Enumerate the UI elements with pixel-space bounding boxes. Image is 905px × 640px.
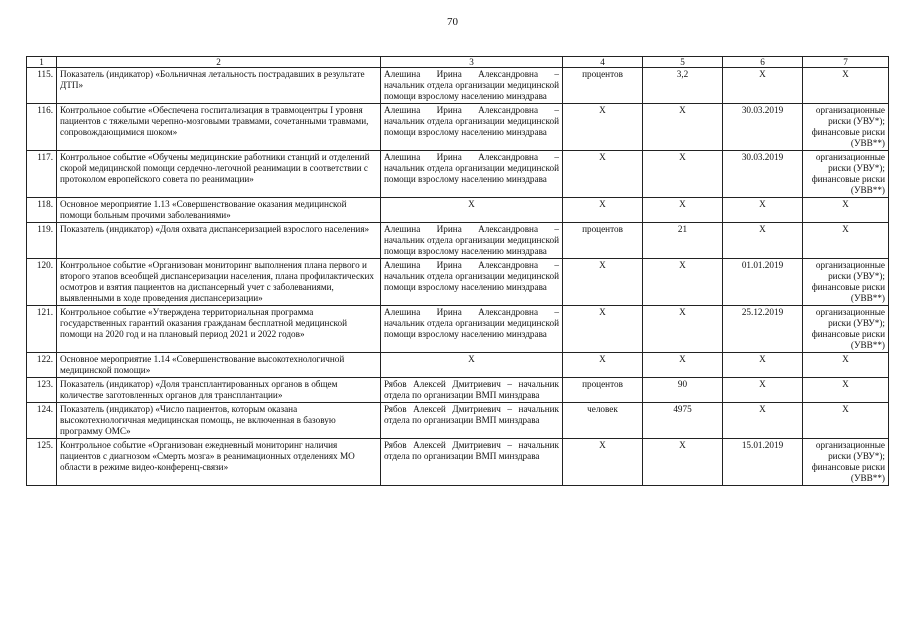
risk-text: риски (УВУ*); [828, 163, 885, 173]
risk-text: финансовые риски [811, 174, 885, 184]
risk-cell [803, 259, 889, 306]
risk-text: организационные [815, 260, 885, 270]
deadline-date: 01.01.2019 [723, 259, 803, 306]
item-description: Контрольное событие «Организован ежедневный мониторинг наличия пациентов с диагнозом «Смерть мозга» в реанимационных отделениях МО области в режиме видео-конференц-связи» [57, 439, 381, 486]
responsible-person: Алешина Ирина Александровна – начальник отдела организации медицинской помощи взрослому населению минздрава [381, 223, 563, 259]
risk-text: финансовые риски [811, 282, 885, 292]
header-cell: 1 [27, 57, 57, 68]
row-number: 118. [27, 198, 57, 223]
item-description: Контрольное событие «Обучены медицинские работники станций и отделений скорой медицинской помощи сердечно-легочной реанимации в соответствии с протоколом европейского совета по реанимации» [57, 151, 381, 198]
risk-text: организационные [815, 152, 885, 162]
risk-text: (УВВ**) [850, 293, 885, 303]
unit-of-measure: процентов [563, 223, 643, 259]
item-description: Показатель (индикатор) «Доля трансплантированных органов в общем количестве заготовленных органов для трансплантации» [57, 378, 381, 403]
target-value: X [643, 259, 723, 306]
item-description: Показатель (индикатор) «Число пациентов, которым оказана высокотехнологичная медицинская помощь, не включенная в базовую программу ОМС» [57, 403, 381, 439]
risk-cell [803, 151, 889, 198]
target-value: X [643, 353, 723, 378]
risk-text: X [842, 224, 849, 234]
responsible-person: Алешина Ирина Александровна – начальник отдела организации медицинской помощи взрослому населению минздрава [381, 68, 563, 104]
unit-of-measure: человек [563, 403, 643, 439]
responsible-person: Алешина Ирина Александровна – начальник отдела организации медицинской помощи взрослому населению минздрава [381, 151, 563, 198]
risk-cell [803, 353, 889, 378]
unit-of-measure: X [563, 439, 643, 486]
responsible-person: Алешина Ирина Александровна – начальник отдела организации медицинской помощи взрослому населению минздрава [381, 104, 563, 151]
risk-text: риски (УВУ*); [828, 318, 885, 328]
item-description: Основное мероприятие 1.13 «Совершенствование оказания медицинской помощи больным прочими заболеваниями» [57, 198, 381, 223]
unit-of-measure: процентов [563, 378, 643, 403]
header-cell: 5 [643, 57, 723, 68]
page-number: 70 [447, 16, 458, 28]
responsible-person: Рябов Алексей Дмитриевич – начальник отдела по организации ВМП минздрава [381, 403, 563, 439]
target-value: X [643, 151, 723, 198]
item-description: Контрольное событие «Обеспечена госпитализация в травмоцентры I уровня пациентов с тяжелыми черепно-мозговыми травмами, сочетанными травмами, сопровождающимися шоком» [57, 104, 381, 151]
risk-text: финансовые риски [811, 127, 885, 137]
risk-text: организационные [815, 105, 885, 115]
risk-cell [803, 223, 889, 259]
deadline-date: X [723, 198, 803, 223]
row-number: 125. [27, 439, 57, 486]
table-row [27, 259, 889, 306]
risk-text: организационные [815, 440, 885, 450]
table-row [27, 68, 889, 104]
unit-of-measure: X [563, 353, 643, 378]
risk-text: (УВВ**) [850, 473, 885, 483]
item-description: Контрольное событие «Организован мониторинг выполнения плана первого и второго этапов всеобщей диспансеризации населения, плана профилактических осмотров и взятия пациентов на диспансерный учет с заболеваниями, выявленными в ходе проведения диспансеризации» [57, 259, 381, 306]
risk-text: (УВВ**) [850, 340, 885, 350]
risk-cell [803, 306, 889, 353]
row-number: 117. [27, 151, 57, 198]
deadline-date: 25.12.2019 [723, 306, 803, 353]
risk-cell [803, 68, 889, 104]
risk-text: X [842, 199, 849, 209]
header-cell: 7 [803, 57, 889, 68]
risk-text: финансовые риски [811, 329, 885, 339]
table-row [27, 353, 889, 378]
responsible-person: X [381, 353, 563, 378]
row-number: 120. [27, 259, 57, 306]
row-number: 122. [27, 353, 57, 378]
row-number: 115. [27, 68, 57, 104]
header-cell: 3 [381, 57, 563, 68]
row-number: 123. [27, 378, 57, 403]
risk-cell [803, 378, 889, 403]
table-row [27, 378, 889, 403]
table-row [27, 403, 889, 439]
risk-text: X [842, 354, 849, 364]
risk-text: (УВВ**) [850, 138, 885, 148]
deadline-date: 30.03.2019 [723, 104, 803, 151]
header-row [27, 57, 889, 68]
deadline-date: X [723, 223, 803, 259]
table-row [27, 104, 889, 151]
risk-text: риски (УВУ*); [828, 116, 885, 126]
responsible-person: X [381, 198, 563, 223]
unit-of-measure: процентов [563, 68, 643, 104]
risk-text: риски (УВУ*); [828, 451, 885, 461]
risk-text: X [842, 404, 849, 414]
risk-text: организационные [815, 307, 885, 317]
table-row [27, 198, 889, 223]
risk-text: риски (УВУ*); [828, 271, 885, 281]
risk-cell [803, 198, 889, 223]
table-row [27, 306, 889, 353]
deadline-date: X [723, 353, 803, 378]
table-row [27, 223, 889, 259]
risk-cell [803, 104, 889, 151]
deadline-date: X [723, 378, 803, 403]
unit-of-measure: X [563, 198, 643, 223]
unit-of-measure: X [563, 259, 643, 306]
plan-table [26, 56, 889, 486]
deadline-date: 30.03.2019 [723, 151, 803, 198]
row-number: 121. [27, 306, 57, 353]
target-value: X [643, 439, 723, 486]
risk-text: (УВВ**) [850, 185, 885, 195]
deadline-date: X [723, 403, 803, 439]
responsible-person: Алешина Ирина Александровна – начальник отдела организации медицинской помощи взрослому населению минздрава [381, 306, 563, 353]
table-row [27, 439, 889, 486]
target-value: X [643, 198, 723, 223]
unit-of-measure: X [563, 104, 643, 151]
header-cell: 6 [723, 57, 803, 68]
target-value: 3,2 [643, 68, 723, 104]
responsible-person: Рябов Алексей Дмитриевич – начальник отдела по организации ВМП минздрава [381, 378, 563, 403]
target-value: X [643, 104, 723, 151]
responsible-person: Рябов Алексей Дмитриевич – начальник отдела по организации ВМП минздрава [381, 439, 563, 486]
target-value: 21 [643, 223, 723, 259]
target-value: 4975 [643, 403, 723, 439]
item-description: Контрольное событие «Утверждена территориальная программа государственных гарантий оказания гражданам бесплатной медицинской помощи на 2020 год и на плановый период 2021 и 2022 годов» [57, 306, 381, 353]
risk-cell [803, 439, 889, 486]
unit-of-measure: X [563, 306, 643, 353]
risk-cell [803, 403, 889, 439]
risk-text: X [842, 379, 849, 389]
row-number: 124. [27, 403, 57, 439]
deadline-date: X [723, 68, 803, 104]
header-cell: 2 [57, 57, 381, 68]
item-description: Показатель (индикатор) «Доля охвата диспансеризацией взрослого населения» [57, 223, 381, 259]
header-cell: 4 [563, 57, 643, 68]
target-value: X [643, 306, 723, 353]
unit-of-measure: X [563, 151, 643, 198]
risk-text: финансовые риски [811, 462, 885, 472]
responsible-person: Алешина Ирина Александровна – начальник отдела организации медицинской помощи взрослому населению минздрава [381, 259, 563, 306]
row-number: 119. [27, 223, 57, 259]
target-value: 90 [643, 378, 723, 403]
deadline-date: 15.01.2019 [723, 439, 803, 486]
item-description: Показатель (индикатор) «Больничная летальность пострадавших в результате ДТП» [57, 68, 381, 104]
item-description: Основное мероприятие 1.14 «Совершенствование высокотехнологичной медицинской помощи» [57, 353, 381, 378]
row-number: 116. [27, 104, 57, 151]
table-row [27, 151, 889, 198]
risk-text: X [842, 69, 849, 79]
